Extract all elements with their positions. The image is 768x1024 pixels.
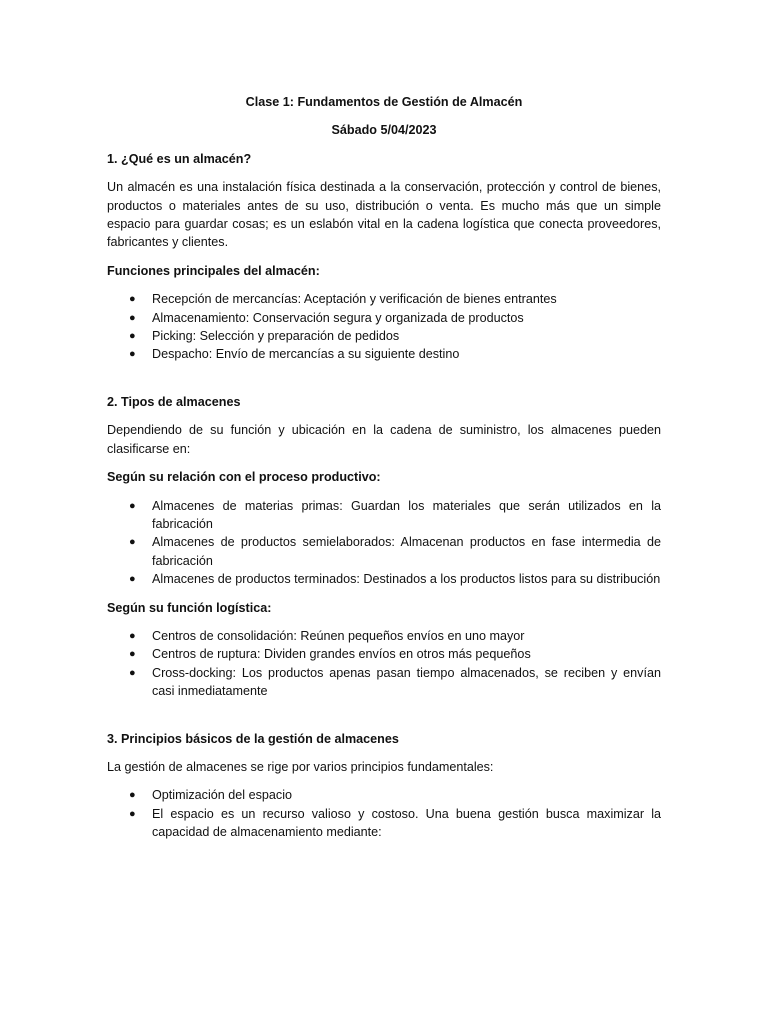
section-3-heading: 3. Principios básicos de la gestión de almacenes [107,731,399,746]
list-item [107,786,661,804]
document-date: Sábado 5/04/2023 [331,123,437,138]
bullet-icon: ● [129,330,136,343]
bullet-icon: ● [129,807,136,820]
list-item-text: Almacenes de productos terminados: Destinados a los productos listos para su distribución [152,572,661,587]
list-item-text: Almacenes de materias primas: Guardan los materiales que serán utilizados en la fabricación [152,498,661,531]
section-1-subheading: Funciones principales del almacén: [107,263,320,278]
section-2-heading: 2. Tipos de almacenes [107,394,241,409]
section-2-subheading-a: Según su relación con el proceso productivo: [107,470,381,485]
bullet-icon: ● [129,648,136,661]
section-3-list [107,786,661,841]
bullet-icon: ● [129,629,136,642]
list-item [107,533,661,570]
list-item-text: Almacenamiento: Conservación segura y organizada de productos [152,310,524,325]
list-item [107,309,661,327]
bullet-icon: ● [129,536,136,549]
list-item-text: Optimización del espacio [152,788,293,803]
list-item [107,805,661,842]
list-item-text: Centros de consolidación: Reúnen pequeños envíos en uno mayor [152,628,525,643]
list-item-text: Despacho: Envío de mercancías a su siguiente destino [152,347,460,362]
bullet-icon: ● [129,311,136,324]
bullet-icon: ● [129,348,136,361]
list-item-text: Almacenes de productos semielaborados: Almacenan productos en fase intermedia de fabricación [152,535,661,568]
bullet-icon: ● [129,666,136,679]
list-item [107,290,661,308]
section-1-list [107,290,661,364]
section-1-heading: 1. ¿Qué es un almacén? [107,151,252,166]
list-item [107,345,661,363]
list-item [107,570,661,588]
list-item-text: El espacio es un recurso valioso y costoso. Una buena gestión busca maximizar la capacidad de almacenamiento mediante: [152,806,661,840]
list-item [107,627,661,645]
list-item [107,664,661,701]
list-item-text: Recepción de mercancías: Aceptación y verificación de bienes entrantes [152,292,557,307]
section-spacer [107,711,661,730]
list-item-text: Centros de ruptura: Dividen grandes envíos en otros más pequeños [152,647,531,662]
bullet-icon: ● [129,789,136,802]
document-title: Clase 1: Fundamentos de Gestión de Almacén [245,95,523,109]
list-item-text: Cross-docking: Los productos apenas pasan tiempo almacenados, se reciben y envían casi inmediatamente [152,665,661,699]
list-item [107,327,661,345]
section-3-paragraph: La gestión de almacenes se rige por varios principios fundamentales: [107,759,494,774]
section-1-paragraph: Un almacén es una instalación física destinada a la conservación, protección y control de bienes, productos o materiales antes de su uso, distribución o venta. Es mucho más que un simple espacio para guardar cosas; es un eslabón vital en la cadena logística que conecta proveedores, fabricantes y clientes. [107,180,661,250]
section-2-list-b [107,627,661,701]
list-item [107,645,661,663]
bullet-icon: ● [129,499,136,512]
bullet-icon: ● [129,573,136,586]
bullet-icon: ● [129,293,136,306]
section-2-paragraph: Dependiendo de su función y ubicación en la cadena de suministro, los almacenes pueden clasificarse en: [107,423,661,456]
list-item-text: Picking: Selección y preparación de pedidos [152,329,400,344]
section-spacer [107,374,661,393]
list-item [107,497,661,534]
section-2-subheading-b: Según su función logística: [107,600,272,615]
section-2-list-a [107,497,661,589]
